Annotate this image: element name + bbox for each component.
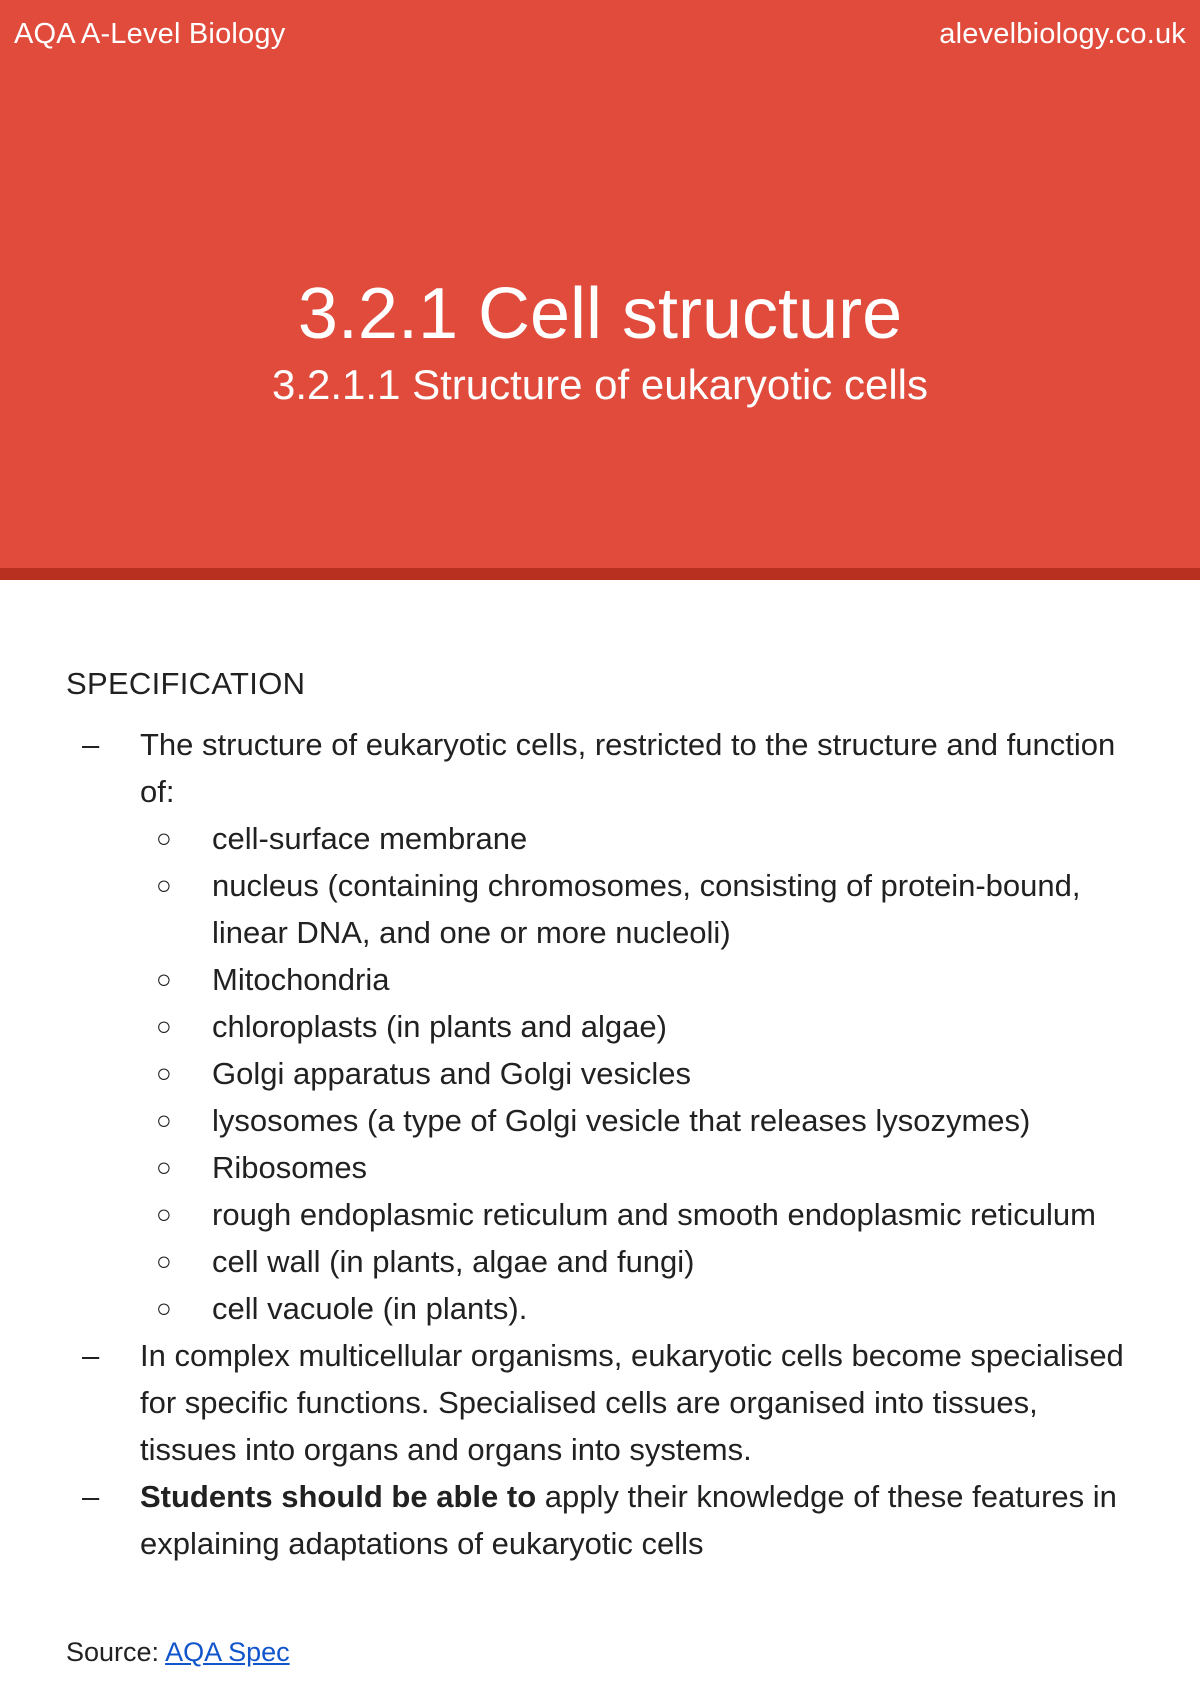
circle-bullet-icon: ○	[156, 823, 172, 853]
sublist-item	[140, 1003, 1136, 1050]
sublist	[140, 815, 1136, 1332]
page-subtitle: 3.2.1.1 Structure of eukaryotic cells	[272, 361, 928, 408]
sublist-item-text: cell-surface membrane	[212, 821, 528, 856]
course-title: AQA A-Level Biology	[14, 18, 286, 50]
sublist-item-text: Golgi apparatus and Golgi vesicles	[212, 1056, 692, 1091]
circle-bullet-icon: ○	[156, 1246, 172, 1276]
circle-bullet-icon: ○	[156, 1011, 172, 1041]
source-link[interactable]: AQA Spec	[165, 1637, 290, 1667]
circle-bullet-icon: ○	[156, 1293, 172, 1323]
source-label: Source:	[66, 1637, 166, 1667]
sublist-item	[140, 815, 1136, 862]
circle-bullet-icon: ○	[156, 1199, 172, 1229]
dash-bullet-icon: –	[82, 727, 100, 762]
sublist-item-text: Ribosomes	[212, 1150, 368, 1185]
sublist-item	[140, 1144, 1136, 1191]
list-item-text: The structure of eukaryotic cells, restricted to the structure and function of:	[140, 727, 1116, 809]
site-url[interactable]: alevelbiology.co.uk	[939, 18, 1186, 50]
page-title: 3.2.1 Cell structure	[297, 274, 903, 354]
sublist-item	[140, 862, 1136, 956]
circle-bullet-icon: ○	[156, 1152, 172, 1182]
header-banner	[0, 0, 1200, 580]
sublist-item	[140, 1191, 1136, 1238]
emphasis-text: Students should be able to	[140, 1479, 537, 1514]
list-item-text: In complex multicellular organisms, eukaryotic cells become specialised for specific functions. Specialised cells are organised into tissues, tissues into organs and organs into systems.	[140, 1338, 1124, 1467]
list-item	[66, 1473, 1136, 1567]
sublist-item-text: cell vacuole (in plants).	[212, 1291, 528, 1326]
specification-list	[66, 721, 1136, 1567]
sublist-item	[140, 1050, 1136, 1097]
banner-divider	[0, 568, 1200, 580]
list-item	[66, 1332, 1136, 1473]
sublist-item-text: chloroplasts (in plants and algae)	[212, 1009, 667, 1044]
section-heading: SPECIFICATION	[66, 666, 306, 701]
sublist-item-text: lysosomes (a type of Golgi vesicle that releases lysozymes)	[212, 1103, 1031, 1138]
title-block	[0, 274, 1200, 408]
circle-bullet-icon: ○	[156, 1105, 172, 1135]
dash-bullet-icon: –	[82, 1338, 100, 1373]
sublist-item	[140, 1285, 1136, 1332]
sublist-item-text: Mitochondria	[212, 962, 390, 997]
list-item	[66, 721, 1136, 1332]
circle-bullet-icon: ○	[156, 870, 172, 900]
sublist-item-text: nucleus (containing chromosomes, consisting of protein-bound, linear DNA, and one or more nucleoli)	[212, 868, 1081, 950]
specification-section	[66, 660, 1136, 1567]
circle-bullet-icon: ○	[156, 1058, 172, 1088]
dash-bullet-icon: –	[82, 1479, 100, 1514]
circle-bullet-icon: ○	[156, 964, 172, 994]
sublist-item	[140, 1238, 1136, 1285]
sublist-item-text: rough endoplasmic reticulum and smooth endoplasmic reticulum	[212, 1197, 1096, 1232]
sublist-item	[140, 956, 1136, 1003]
sublist-item-text: cell wall (in plants, algae and fungi)	[212, 1244, 695, 1279]
sublist-item	[140, 1097, 1136, 1144]
source-citation	[66, 1637, 290, 1668]
list-item-text: apply their knowledge of these features in explaining adaptations of eukaryotic cells	[140, 1479, 1117, 1561]
